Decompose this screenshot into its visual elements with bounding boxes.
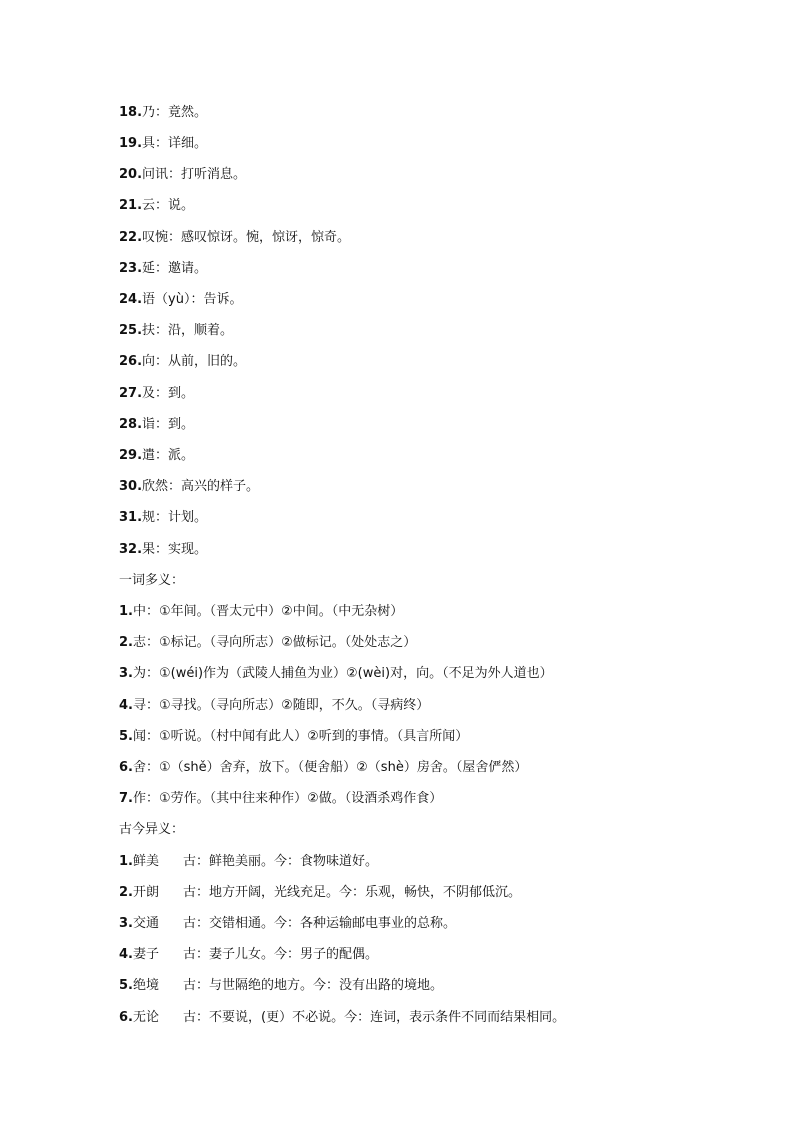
polysemy-item: 4.寻：①寻找。（寻向所志）②随即，不久。（寻病终） [119,698,430,713]
ancient-modern-item: 1.鲜美 古：鲜艳美丽。今：食物味道好。 [119,854,379,869]
ancient-modern-item: 2.开朗 古：地方开阔，光线充足。今：乐观，畅快，不阴郁低沉。 [119,885,522,900]
ancient-modern-item: 5.绝境 古：与世隔绝的地方。今：没有出路的境地。 [119,978,444,993]
definition-item: 26.向：从前，旧的。 [119,354,247,369]
definition-item: 29.遣：派。 [119,448,195,463]
definition-item: 30.欣然：高兴的样子。 [119,479,260,494]
definition-item: 28.诣：到。 [119,417,195,432]
definition-item: 21.云：说。 [119,198,195,213]
polysemy-item: 5.闻：①听说。（村中闻有此人）②听到的事情。（具言所闻） [119,729,469,744]
definition-item: 31.规：计划。 [119,510,208,525]
ancient-modern-item: 4.妻子 古：妻子儿女。今：男子的配偶。 [119,947,379,962]
polysemy-item: 7.作：①劳作。（其中往来种作）②做。（设酒杀鸡作食） [119,791,443,806]
definition-item: 23.延：邀请。 [119,261,208,276]
definition-item: 18.乃：竟然。 [119,105,208,120]
ancient-modern-item: 6.无论 古：不要说，(更）不必说。今：连词，表示条件不同而结果相同。 [119,1010,566,1025]
definition-item: 25.扶：沿，顺着。 [119,323,234,338]
polysemy-item: 1.中：①年间。（晋太元中）②中间。（中无杂树） [119,604,404,619]
polysemy-item: 2.志：①标记。（寻向所志）②做标记。（处处志之） [119,635,417,650]
polysemy-item: 6.舍：①（shě）舍弃，放下。（便舍船）②（shè）房舍。（屋舍俨然） [119,760,528,775]
definition-item: 32.果：实现。 [119,542,208,557]
ancient-modern-item: 3.交通 古：交错相通。今：各种运输邮电事业的总称。 [119,916,457,931]
definition-item: 24.语（yù）：告诉。 [119,292,243,307]
section-heading-polysemy: 一词多义： [119,573,185,588]
definition-item: 22.叹惋：感叹惊讶。惋，惊讶，惊奇。 [119,230,351,245]
polysemy-item: 3.为：①(wéi)作为（武陵人捕鱼为业）②(wèi)对，向。（不足为外人道也） [119,666,553,681]
definition-item: 20.问讯：打听消息。 [119,167,247,182]
definition-item: 27.及：到。 [119,386,195,401]
section-heading-ancient-modern: 古今异义： [119,822,185,837]
definition-item: 19.具：详细。 [119,136,208,151]
